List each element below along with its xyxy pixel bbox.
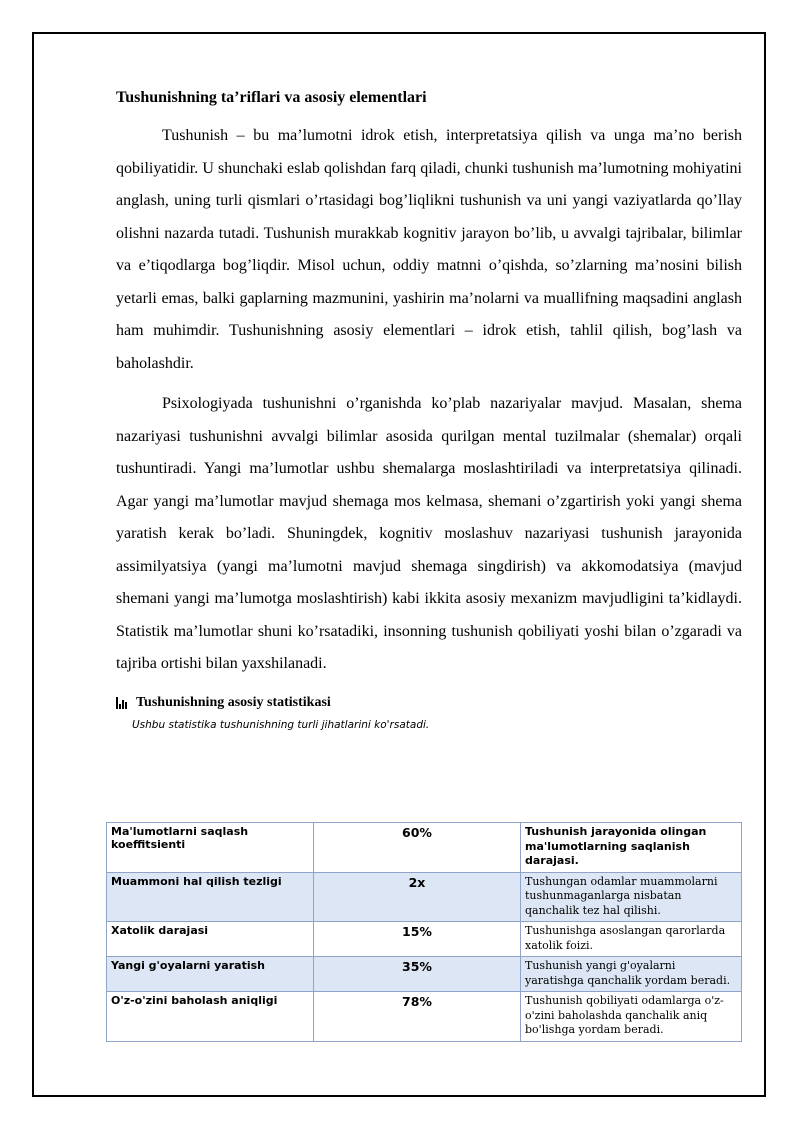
stat-value: 60% [314, 823, 521, 873]
paragraph-theories: Psixologiyada tushunishni o’rganishda ko’plab nazariyalar mavjud. Masalan, shema nazariyasi tushunishni avvalgi bilimlar asosida qurilgan mental tuzilmalar (shemalar) orqali tushuntiradi. Yangi ma’lumotlar ushbu shemalarga moslashtiriladi va interpretatsiya qilinadi. Agar yangi ma’lumotlar mavjud shemaga mos kelmasa, shemani o’zgartirish yoki yangi shema yaratish kerak bo’ladi. Shuningdek, kognitiv moslashuv nazariyasi tushunish jarayonida assimilyatsiya (yangi ma’lumotni mavjud shemaga singdirish) va akkomodatsiya (mavjud shemani yangi ma’lumotga moslashtirish) kabi ikkita asosiy mexanizm mavjudligini ta’kidlaydi. Statistik ma’lumotlar shuni ko’rsatadiki, insonning tushunish qobiliyati yoshi bilan o’zgaradi va tajriba ortishi bilan yaxshilanadi. [116, 395, 742, 672]
stat-value: 78% [314, 992, 521, 1042]
stat-description: Tushunishga asoslangan qarorlarda xatolik foizi. [521, 922, 742, 957]
paragraph-definition: Tushunish – bu ma’lumotni idrok etish, interpretatsiya qilish va unga ma’no berish qobiliyatidir. U shunchaki eslab qolishdan farq qiladi, chunki tushunish ma’lumotning mohiyatini anglash, uning turli qismlari o’rtasidagi bog’liqlikni tushunish va uni yangi vaziyatlarda qo’llay olishni nazarda tutadi. Tushunish murakkab kognitiv jarayon bo’lib, u avvalgi tajribalar, bilimlar va e’tiqodlarga bog’liqdir. Misol uchun, oddiy matnni o’qishda, so’zlarning ma’nosini bilish yetarli emas, balki gaplarning mazmunini, yashirin ma’nolarni va muallifning maqsadini anglash ham muhimdir. Tushunishning asosiy elementlari – idrok etish, tahlil qilish, bog’lash va baholashdir. [116, 127, 742, 372]
table-row [107, 823, 742, 873]
stat-description: Tushunish qobiliyati odamlarga o'z-o'zini baholashda qanchalik aniq bo'lishga yordam beradi. [521, 992, 742, 1042]
stat-label: Ma'lumotlarni saqlash koeffitsienti [107, 823, 314, 873]
stats-title: Tushunishning asosiy statistikasi [136, 694, 331, 710]
stats-heading [116, 695, 742, 711]
stat-description: Tushunish yangi g'oyalarni yaratishga qanchalik yordam beradi. [521, 957, 742, 992]
stat-label: Muammoni hal qilish tezligi [107, 872, 314, 922]
table-row [107, 992, 742, 1042]
table-row [107, 957, 742, 992]
bar-chart-icon [116, 697, 128, 709]
stat-value: 2x [314, 872, 521, 922]
stats-subtitle: Ushbu statistika tushunishning turli jihatlarini ko'rsatadi. [132, 718, 430, 731]
stat-label: Xatolik darajasi [107, 922, 314, 957]
stats-table [106, 822, 742, 1042]
stat-label: O'z-o'zini baholash aniqligi [107, 992, 314, 1042]
stat-value: 35% [314, 957, 521, 992]
stat-description: Tushungan odamlar muammolarni tushunmaganlarga nisbatan qanchalik tez hal qilishi. [521, 872, 742, 922]
stat-label: Yangi g'oyalarni yaratish [107, 957, 314, 992]
table-row [107, 872, 742, 922]
stat-value: 15% [314, 922, 521, 957]
stat-description: Tushunish jarayonida olingan ma'lumotlarning saqlanish darajasi. [521, 823, 742, 873]
document-body [116, 86, 742, 731]
table-row [107, 922, 742, 957]
section-heading: Tushunishning ta’riflari va asosiy elementlari [116, 89, 427, 106]
